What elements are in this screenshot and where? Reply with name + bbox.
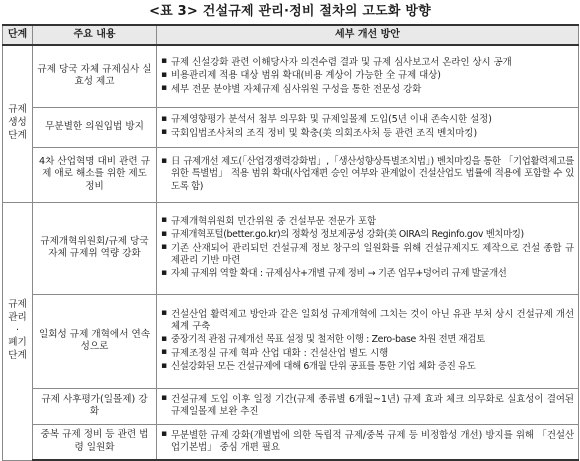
stage-label-line: 생성: [8, 117, 27, 129]
improvement-table: [2, 24, 579, 461]
table-row: [3, 147, 579, 202]
stage-label-line: 규제: [8, 104, 27, 116]
plan-item: ▪ 규제개혁포털(better.go.kr)의 정확성 정보제공성 강화(美 OIRA의 Reginfo.gov 벤치마킹): [161, 229, 574, 241]
plan-item: ▪ 규제영향평가 분석서 첨부 의무화 및 규제일몰제 도입(5년 이내 존속시한 설정): [161, 114, 574, 126]
content-cell: 4차 산업혁명 대비 관련 규제 애로 해소를 위한 제도 정비: [33, 147, 157, 202]
content-cell: 규제개혁위원회/규제 당국 자체 규제위 역량 강화: [33, 202, 157, 294]
stage-label-line: 폐기: [8, 337, 27, 349]
content-cell: 무분별한 의원입법 방지: [33, 107, 157, 147]
plan-item: ▪ 자체 규제위 역할 확대 : 규제심사+개별 규제 정비 → 기존 업무+덩어리 규제 발굴개선: [161, 268, 574, 280]
content-cell: 규제 당국 자체 규제심사 실효성 제고: [33, 45, 157, 107]
content-cell: 일회성 규제 개혁에서 연속성으로: [33, 294, 157, 388]
plan-item: ▪ 건설규제 도입 이후 일정 기간(규제 종류별 6개월~1년) 규제 효과 체크 의무화로 실효성이 결여된 규제일몰제 보완 추진: [161, 394, 574, 418]
table-row: [3, 388, 579, 424]
plan-cell: [157, 424, 579, 460]
plan-item: ▪ 중장기적 관점 규제개선 목표 설정 및 철저한 이행 : Zero-base 차원 전면 재검토: [161, 334, 574, 346]
plan-item: ▪ 신설강화된 모든 건설규제에 대해 6개월 단위 공표를 통한 기업 체화 증진 유도: [161, 361, 574, 373]
table-title: <표 3> 건설규제 관리·정비 절차의 고도화 방향: [149, 4, 431, 19]
plan-item: ▪ 세부 전문 분야별 자체규제 심사위원 구성을 통한 전문성 강화: [161, 84, 574, 96]
table-row: [3, 45, 579, 107]
stage-label-line: ·: [15, 324, 20, 336]
table-row: [3, 424, 579, 460]
plan-item: ▪ 건설산업 활력제고 방안과 같은 일회성 규제개혁에 그치는 것이 아닌 유관 부처 상시 건설규제 개선 체계 구축: [161, 309, 574, 333]
content-cell: 규제 사후평가(일몰제) 강화: [33, 388, 157, 424]
stage-label-line: 관리: [8, 311, 27, 323]
table-row: [3, 202, 579, 294]
plan-cell: [157, 202, 579, 294]
plan-item: ▪ 규제조정실 규제 혁파 산업 대화 : 건설산업 별도 시행: [161, 348, 574, 360]
plan-item: ▪ 日 규제개선 제도(「산업경쟁력강화법」,「생산성향상특별조치법」) 벤치마킹을 통한 「기업활력제고를 위한 특별법」 적용 범위 확대(사업재편 승인 여부와 관계없이 건설산업도 법률에 적용에 포함할 수 있도록 함): [161, 156, 574, 192]
header-row: [3, 25, 579, 45]
stage-cell-management: [3, 202, 33, 460]
plan-item: ▪ 규제개혁위원회 민간위원 중 건설부문 전문가 포함: [161, 216, 574, 228]
header-stage: 단계: [3, 25, 33, 45]
stage-cell-creation: [3, 45, 33, 202]
plan-item: ▪ 국회입법조사처의 조직 정비 및 확충(美 의회조사처 등 관련 조직 벤치마킹): [161, 128, 574, 140]
stage-label-line: 단계: [8, 350, 27, 362]
plan-item: ▪ 기존 산재되어 관리되던 건설규제 정보 창구의 일원화를 위해 건설규제지도 제작으로 건설 종합 규제관리 기반 마련: [161, 243, 574, 267]
content-cell: 중복 규제 정비 등 관련 법령 일원화: [33, 424, 157, 460]
plan-item: ▪ 규제 신설강화 관련 이해당사자 의견수렴 결과 및 규제 심사보고서 온라인 상시 공개: [161, 57, 574, 69]
plan-cell: [157, 147, 579, 202]
header-plan: 세부 개선 방안: [157, 25, 579, 45]
header-content: 주요 내용: [33, 25, 157, 45]
plan-cell: [157, 107, 579, 147]
plan-cell: [157, 45, 579, 107]
table-row: [3, 107, 579, 147]
plan-item: ▪ 무분별한 규제 강화(개별법에 의한 독립적 규제/중복 규제 등 비정합성 개선) 방지를 위해 「건설산업기본법」 중심 개편 필요: [161, 430, 574, 454]
plan-cell: [157, 388, 579, 424]
plan-item: ▪ 비용관리제 적용 대상 범위 확대(비용 계상이 가능한 全 규제 대상): [161, 70, 574, 82]
stage-label-line: 단계: [8, 130, 27, 142]
table-row: [3, 294, 579, 388]
plan-cell: [157, 294, 579, 388]
stage-label-line: 규제: [8, 298, 27, 310]
